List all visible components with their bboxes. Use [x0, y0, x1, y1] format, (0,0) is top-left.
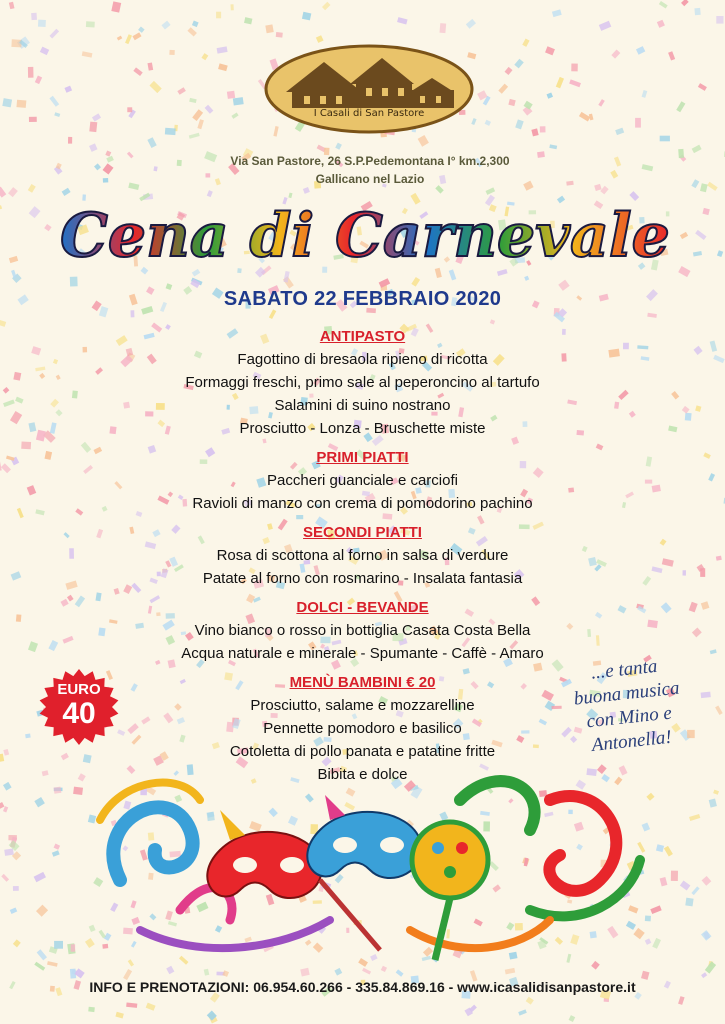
- footer-contact: INFO E PRENOTAZIONI: 06.954.60.266 - 335.84.869.16 - www.icasalidisanpastore.it: [89, 979, 636, 995]
- menu-section-dolci: [60, 597, 665, 665]
- music-note-line: buona musica: [572, 677, 681, 710]
- dish: Acqua naturale e minerale - Spumante - Caffè - Amaro: [181, 645, 544, 662]
- menu-section-antipasto: [60, 326, 665, 440]
- section-heading: MENÙ BAMBINI € 20: [289, 674, 436, 691]
- dish: Cotoletta di pollo panata e patatine fritte: [229, 743, 496, 760]
- section-heading: DOLCI - BEVANDE: [296, 599, 429, 616]
- music-note-line: Antonella!: [590, 726, 673, 756]
- carnival-decoration: [80, 760, 650, 970]
- menu-section-secondi: [60, 522, 665, 590]
- music-note: [543, 650, 712, 762]
- music-note-line: con Mino e: [585, 702, 673, 733]
- address: [180, 152, 560, 188]
- section-heading: SECONDI PIATTI: [303, 524, 422, 541]
- section-heading: PRIMI PIATTI: [316, 449, 409, 466]
- music-note-line: ...e tanta: [590, 655, 659, 684]
- dish: Patate al forno con rosmarino - Insalata fantasia: [202, 570, 523, 587]
- dish: Vino bianco o rosso in bottiglia Casata Costa Bella: [194, 622, 531, 639]
- section-heading: ANTIPASTO: [319, 328, 406, 345]
- farmhouse-logo-icon: [264, 44, 474, 134]
- event-title-text: Cena di Carnevale: [60, 201, 670, 271]
- mask-center-icon: [307, 795, 421, 878]
- event-title: [30, 190, 700, 280]
- event-date: SABATO 22 FEBBRAIO 2020: [223, 288, 502, 310]
- dish: Paccheri guanciale e carciofi: [267, 472, 458, 489]
- dish: Prosciutto - Lonza - Bruschette miste: [239, 420, 486, 437]
- dish: Fagottino di bresaola ripieno di ricotta: [237, 351, 488, 368]
- address-line-2: Gallicano nel Lazio: [315, 172, 425, 186]
- dish: Pennette pomodoro e basilico: [263, 720, 462, 737]
- dish: Salamini di suino nostrano: [274, 397, 451, 414]
- price-amount: 40: [62, 697, 96, 730]
- logo-text: I Casali di San Pastore: [313, 108, 425, 119]
- price-label: EURO: [57, 681, 101, 698]
- dish: Prosciutto, salame e mozzarelline: [250, 697, 475, 714]
- dish: Ravioli di manzo con crema di pomodorino pachino: [192, 495, 533, 512]
- price-badge: [36, 667, 122, 747]
- menu-section-primi: [60, 447, 665, 515]
- dish: Bibita e dolce: [317, 766, 408, 783]
- restaurant-logo: [264, 44, 474, 134]
- dish: Rosa di scottona al forno in salsa di verdure: [216, 547, 509, 564]
- dish: Formaggi freschi, primo sale al peperoncino al tartufo: [185, 374, 540, 391]
- address-line-1: Via San Pastore, 26 S.P.Pedemontana I° km.2,300: [230, 154, 510, 168]
